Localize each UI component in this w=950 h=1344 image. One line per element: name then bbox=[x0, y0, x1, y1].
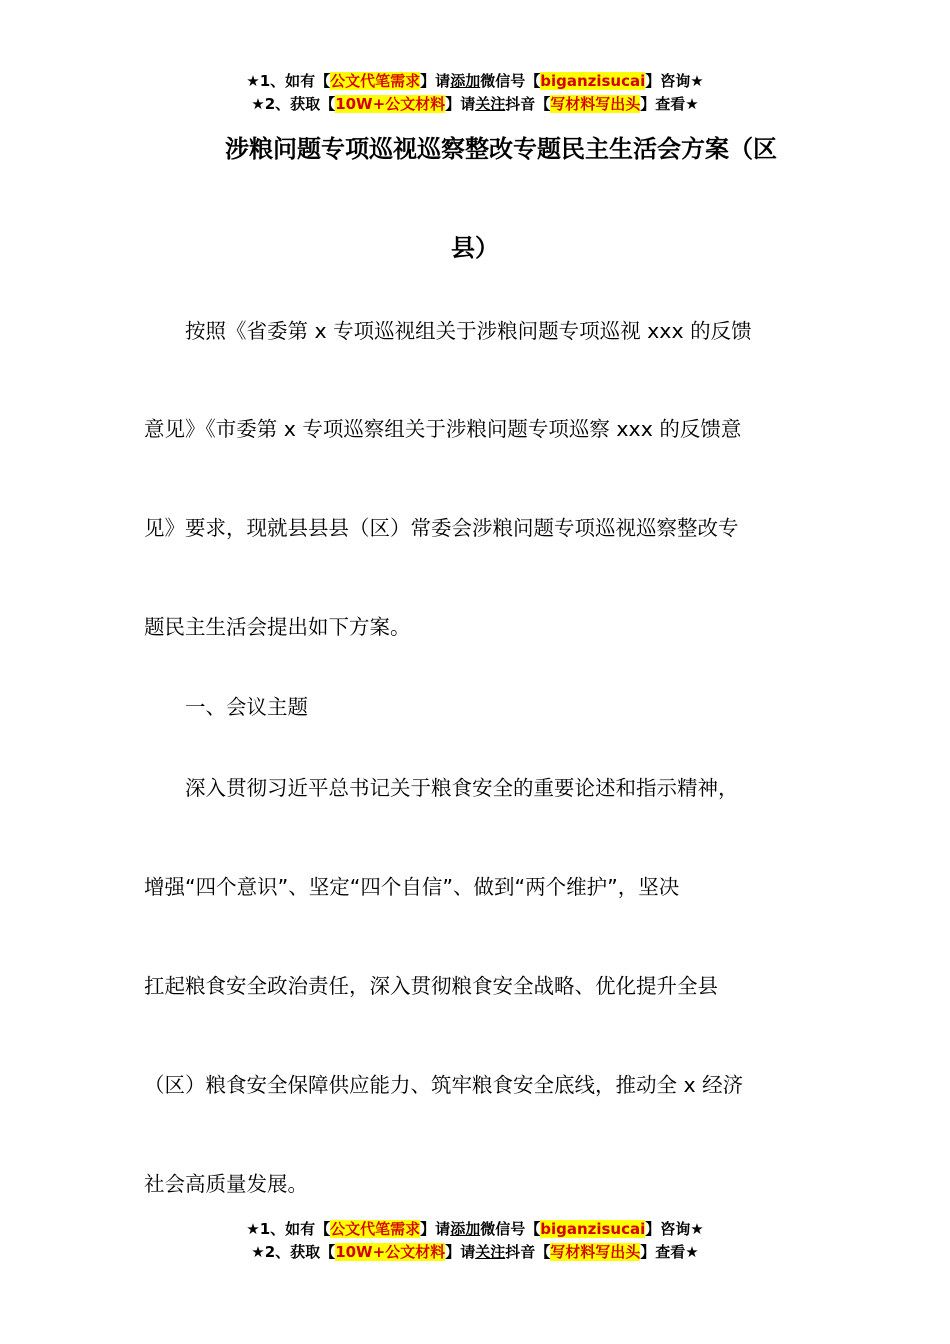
promo-banner-bottom bbox=[0, 1218, 950, 1264]
body-line: 社会高质量发展。 bbox=[144, 1172, 308, 1196]
highlight-wechat-id: biganzisucai bbox=[540, 1220, 646, 1238]
body-line: 扛起粮食安全政治责任，深入贯彻粮食安全战略、优化提升全县 bbox=[144, 974, 718, 998]
promo-line-2: ★2、获取【10W+公文材料】请关注抖音【写材料写出头】查看★ bbox=[251, 1243, 699, 1261]
promo-banner-top bbox=[0, 70, 950, 116]
body-line: 按照《省委第 x 专项巡视组关于涉粮问题专项巡视 xxx 的反馈 bbox=[144, 319, 752, 343]
highlight-wechat-id: biganzisucai bbox=[540, 72, 646, 90]
body-line: 深入贯彻习近平总书记关于粮食安全的重要论述和指示精神， bbox=[144, 776, 739, 800]
document-title-line-2: 县） bbox=[451, 234, 499, 262]
promo-line-2: ★2、获取【10W+公文材料】请关注抖音【写材料写出头】查看★ bbox=[251, 95, 699, 113]
highlight-materials: 10W+公文材料 bbox=[335, 1243, 446, 1261]
body-line: 意见》《市委第 x 专项巡察组关于涉粮问题专项巡察 xxx 的反馈意 bbox=[144, 417, 742, 441]
body-line: 见》要求，现就县县县（区）常委会涉粮问题专项巡视巡察整改专 bbox=[144, 516, 739, 540]
body-line: （区）粮食安全保障供应能力、筑牢粮食安全底线，推动全 x 经济 bbox=[144, 1073, 744, 1097]
promo-line-1: ★1、如有【公文代笔需求】请添加微信号【biganzisucai】咨询★ bbox=[246, 1220, 704, 1238]
highlight-douyin-account: 写材料写出头 bbox=[550, 1243, 641, 1261]
section-heading: 一、会议主题 bbox=[144, 695, 308, 719]
highlight-douyin-account: 写材料写出头 bbox=[550, 95, 641, 113]
highlight-service: 公文代笔需求 bbox=[330, 72, 421, 90]
promo-line-1: ★1、如有【公文代笔需求】请添加微信号【biganzisucai】咨询★ bbox=[246, 72, 704, 90]
highlight-service: 公文代笔需求 bbox=[330, 1220, 421, 1238]
document-title-line-1: 涉粮问题专项巡视巡察整改专题民主生活会方案（区 bbox=[225, 135, 777, 163]
highlight-materials: 10W+公文材料 bbox=[335, 95, 446, 113]
body-line: 题民主生活会提出如下方案。 bbox=[144, 615, 411, 639]
body-line: 增强“四个意识”、坚定“四个自信”、做到“两个维护”，坚决 bbox=[144, 875, 680, 899]
